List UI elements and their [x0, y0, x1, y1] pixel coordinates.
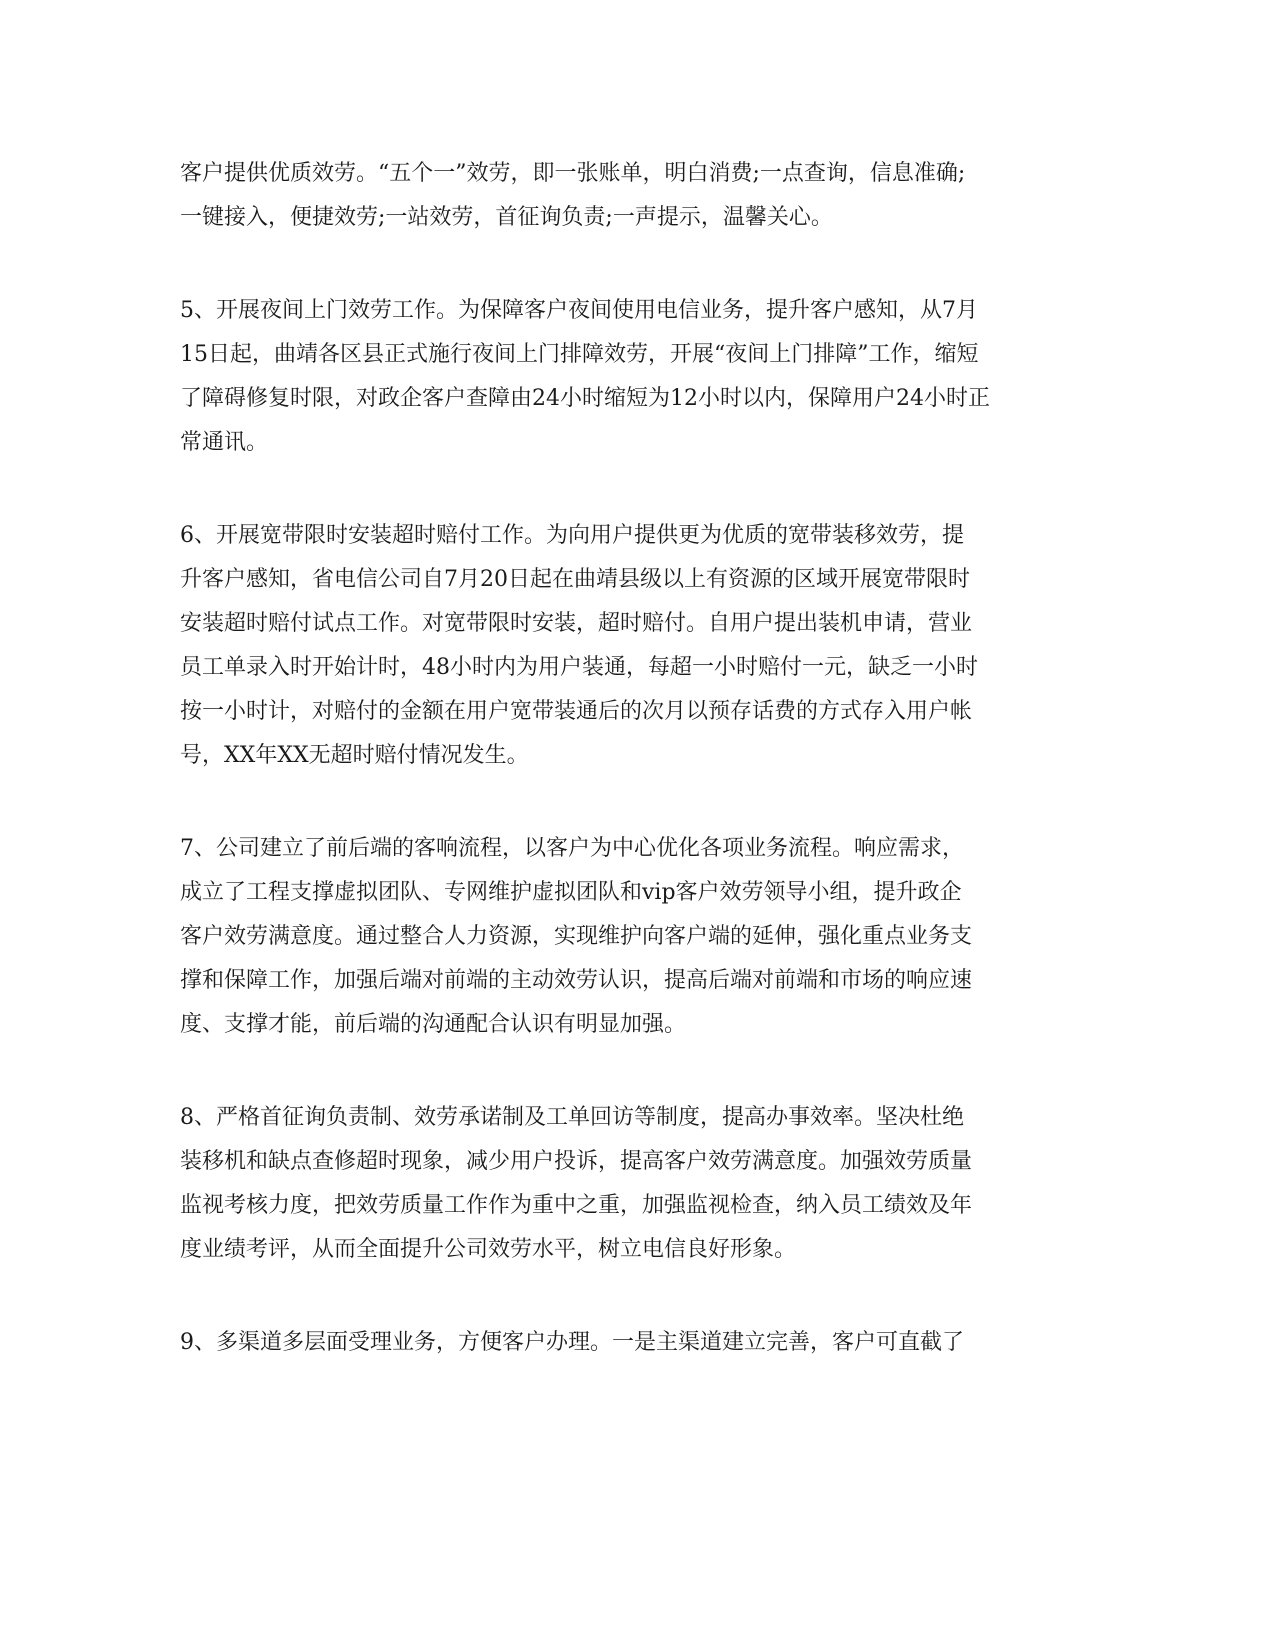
paragraph-item-6: [180, 514, 1040, 778]
text-line: 客户效劳满意度。通过整合人力资源，实现维护向客户端的延伸，强化重点业务支: [180, 924, 973, 949]
document-body: [180, 152, 1040, 1414]
text-line: 监视考核力度，把效劳质量工作作为重中之重，加强监视检查，纳入员工绩效及年: [180, 1193, 973, 1218]
paragraph-item-5: [180, 289, 1040, 465]
text-line: 一键接入，便捷效劳;一站效劳，首征询负责;一声提示，温馨关心。: [180, 205, 833, 230]
paragraph-service-five-ones: [180, 152, 1040, 240]
text-line: 5、开展夜间上门效劳工作。为保障客户夜间使用电信业务，提升客户感知，从7月: [180, 298, 978, 323]
text-line: 成立了工程支撑虚拟团队、专网维护虚拟团队和vip客户效劳领导小组，提升政企: [180, 880, 962, 905]
text-line: 15日起，曲靖各区县正式施行夜间上门排障效劳，开展“夜间上门排障”工作，缩短: [180, 342, 979, 367]
text-line: 度、支撑才能，前后端的沟通配合认识有明显加强。: [180, 1012, 687, 1037]
text-line: 升客户感知，省电信公司自7月20日起在曲靖县级以上有资源的区域开展宽带限时: [180, 567, 970, 592]
text-line: 员工单录入时开始计时，48小时内为用户装通，每超一小时赔付一元，缺乏一小时: [180, 655, 978, 680]
text-line: 装移机和缺点查修超时现象，减少用户投诉，提高客户效劳满意度。加强效劳质量: [180, 1149, 973, 1174]
paragraph-item-7: [180, 827, 1040, 1047]
text-line: 安装超时赔付试点工作。对宽带限时安装，超时赔付。自用户提出装机申请，营业: [180, 611, 973, 636]
text-line: 常通讯。: [180, 430, 269, 455]
text-line: 号，XX年XX无超时赔付情况发生。: [180, 743, 529, 768]
text-line: 8、严格首征询负责制、效劳承诺制及工单回访等制度，提高办事效率。坚决杜绝: [180, 1105, 964, 1130]
paragraph-item-9: [180, 1321, 1040, 1365]
paragraph-item-8: [180, 1096, 1040, 1272]
text-line: 7、公司建立了前后端的客响流程，以客户为中心优化各项业务流程。响应需求，: [180, 836, 964, 861]
text-line: 客户提供优质效劳。“五个一”效劳，即一张账单，明白消费;一点查询，信息准确;: [180, 161, 966, 186]
text-line: 6、开展宽带限时安装超时赔付工作。为向用户提供更为优质的宽带装移效劳，提: [180, 523, 964, 548]
text-line: 撑和保障工作，加强后端对前端的主动效劳认识，提高后端对前端和市场的响应速: [180, 968, 973, 993]
text-line: 了障碍修复时限，对政企客户查障由24小时缩短为12小时以内，保障用户24小时正: [180, 386, 990, 411]
text-line: 度业绩考评，从而全面提升公司效劳水平，树立电信良好形象。: [180, 1237, 797, 1262]
text-line: 按一小时计，对赔付的金额在用户宽带装通后的次月以预存话费的方式存入用户帐: [180, 699, 973, 724]
text-line: 9、多渠道多层面受理业务，方便客户办理。一是主渠道建立完善，客户可直截了: [180, 1330, 964, 1355]
